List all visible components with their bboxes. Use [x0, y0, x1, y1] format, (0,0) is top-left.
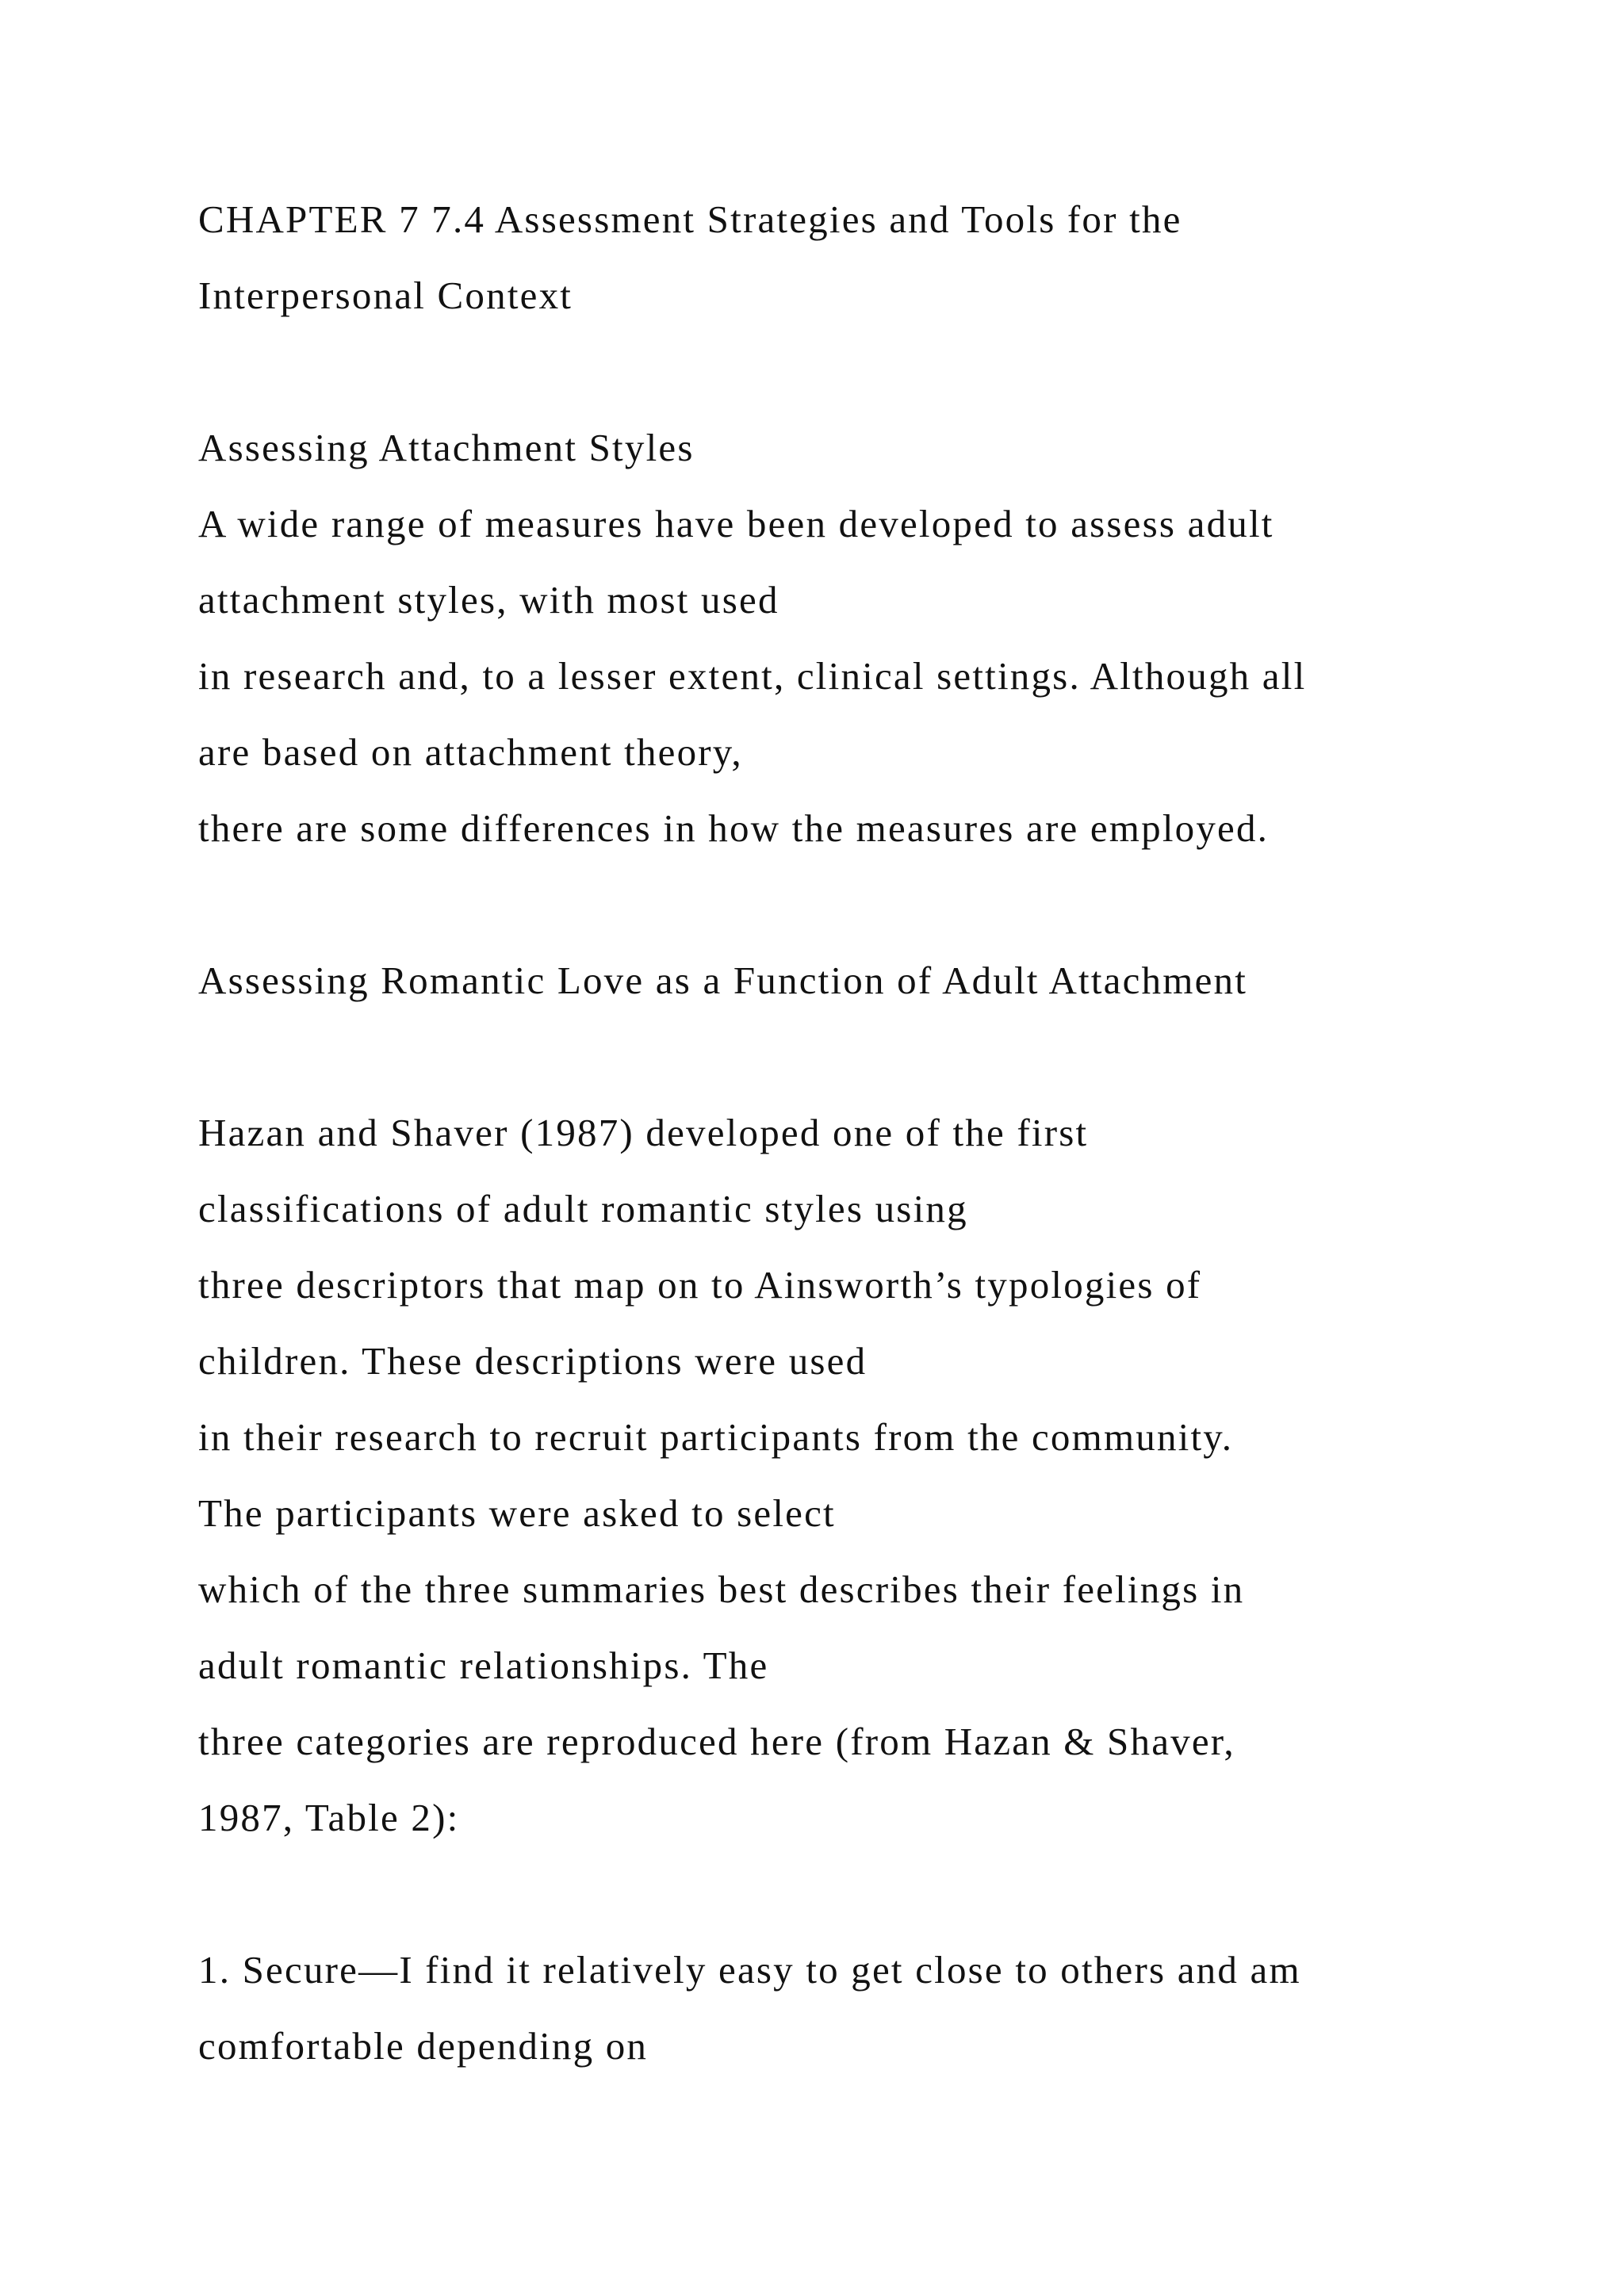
- paragraph-line: A wide range of measures have been developed to assess adult: [198, 502, 1274, 545]
- paragraph-line: Hazan and Shaver (1987) developed one of the first: [198, 1111, 1089, 1154]
- paragraph-line: attachment styles, with most used: [198, 578, 779, 622]
- chapter-heading-line-1: CHAPTER 7 7.4 Assessment Strategies and Tools for the: [198, 197, 1182, 241]
- section-heading-romantic-love: Assessing Romantic Love as a Function of Adult Attachment: [198, 959, 1248, 1002]
- list-item-secure-line-2: comfortable depending on: [198, 2024, 649, 2068]
- chapter-heading-line-2: Interpersonal Context: [198, 274, 573, 317]
- paragraph-line: there are some differences in how the measures are employed.: [198, 806, 1270, 850]
- paragraph-line: which of the three summaries best describes their feelings in: [198, 1567, 1245, 1611]
- paragraph-line: in their research to recruit participants from the community.: [198, 1415, 1234, 1459]
- paragraph-line: in research and, to a lesser extent, clinical settings. Although all: [198, 654, 1307, 698]
- paragraph-line: 1987, Table 2):: [198, 1796, 460, 1839]
- list-item-secure-line-1: 1. Secure—I find it relatively easy to get close to others and am: [198, 1948, 1301, 1992]
- paragraph-line: children. These descriptions were used: [198, 1339, 868, 1383]
- section-heading-attachment-styles: Assessing Attachment Styles: [198, 426, 695, 469]
- paragraph-line: classifications of adult romantic styles using: [198, 1187, 968, 1230]
- paragraph-line: The participants were asked to select: [198, 1491, 836, 1535]
- paragraph-line: three descriptors that map on to Ainsworth’s typologies of: [198, 1263, 1202, 1307]
- paragraph-line: adult romantic relationships. The: [198, 1644, 769, 1687]
- paragraph-line: are based on attachment theory,: [198, 730, 743, 774]
- paragraph-line: three categories are reproduced here (from Hazan & Shaver,: [198, 1720, 1235, 1763]
